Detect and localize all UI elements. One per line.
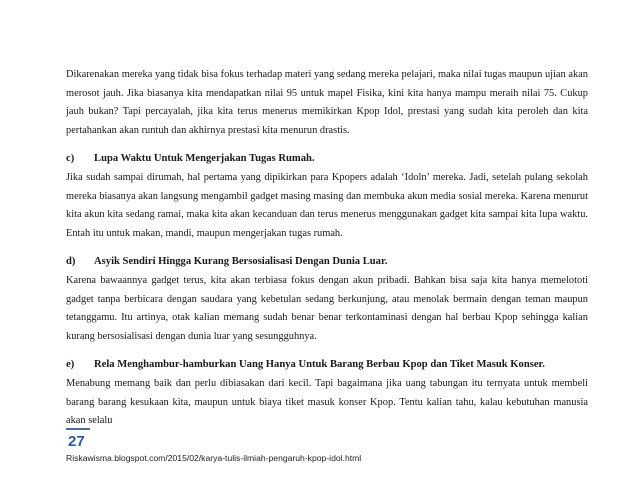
- section-c: [66, 150, 588, 243]
- section-body: Jika sudah sampai dirumah, hal pertama yang dipikirkan para Kpopers adalah ‘Idoln’ mereka. Jadi, setelah pulang sekolah mereka biasanya akan langsung mengambil gadget masing masing dan membuka akun media sosial mereka. Karena menurut kita akun kita sedang ramai, maka kita akan kecanduan dan terus menerus menggunakan gadget kita sampai kita lupa waktu. Entah itu untuk makan, mandi, maupun mengerjakan tugas rumah.: [66, 171, 588, 239]
- section-label: d): [66, 256, 76, 268]
- section-label: c): [66, 153, 75, 165]
- section-title: Lupa Waktu Untuk Mengerjakan Tugas Rumah.: [94, 153, 315, 165]
- section-label: e): [66, 359, 75, 371]
- intro-paragraph: Dikarenakan mereka yang tidak bisa fokus terhadap materi yang sedang mereka pelajari, maka nilai tugas maupun ujian akan merosot jauh. Jika biasanya kita mendapatkan nilai 95 untuk mapel Fisika, kini kita hanya mampu meraih nilai 75. Cukup jauh bukan? Tapi percayalah, jika kita terus menerus memikirkan Kpop Idol, prestasi yang sudah kita peroleh dan kita pertahankan akan runtuh dan akhirnya prestasi kita menurun drastis.: [66, 69, 588, 136]
- section-body: Karena bawaannya gadget terus, kita akan terbiasa fokus dengan akun pribadi. Bahkan bisa saja kita hanya memelototi gadget tanpa berbicara dengan saudara yang kebetulan sedang berkunjung, atau menolak bermain dengan teman maupun tetanggamu. Itu artinya, otak kalian memang sudah benar benar terkontaminasi dengan hal berbau Kpop sehingga kalian kurang bersosialisasi dengan dunia luar yang sesungguhnya.: [66, 274, 588, 342]
- section-d: [66, 253, 588, 346]
- source-url: Riskawisma.blogspot.com/2015/02/karya-tulis-ilmiah-pengaruh-kpop-idol.html: [66, 453, 362, 463]
- section-title: Rela Menghambur-hamburkan Uang Hanya Untuk Barang Berbau Kpop dan Tiket Masuk Konser.: [94, 359, 545, 371]
- section-heading: [66, 150, 588, 169]
- page-number: 27: [68, 433, 85, 450]
- section-heading: [66, 253, 588, 272]
- footer-divider: [66, 428, 90, 430]
- section-e: [66, 356, 588, 430]
- page-content: [66, 66, 588, 431]
- section-title: Asyik Sendiri Hingga Kurang Bersosialisasi Dengan Dunia Luar.: [94, 256, 388, 268]
- section-heading: [66, 356, 588, 375]
- section-body: Menabung memang baik dan perlu dibiasakan dari kecil. Tapi bagaimana jika uang tabungan itu ternyata untuk membeli barang barang kesukaan kita, maupun untuk biaya tiket masuk konser Kpop. Tentu kalian tahu, kalau kebutuhan manusia akan selalu: [66, 377, 588, 427]
